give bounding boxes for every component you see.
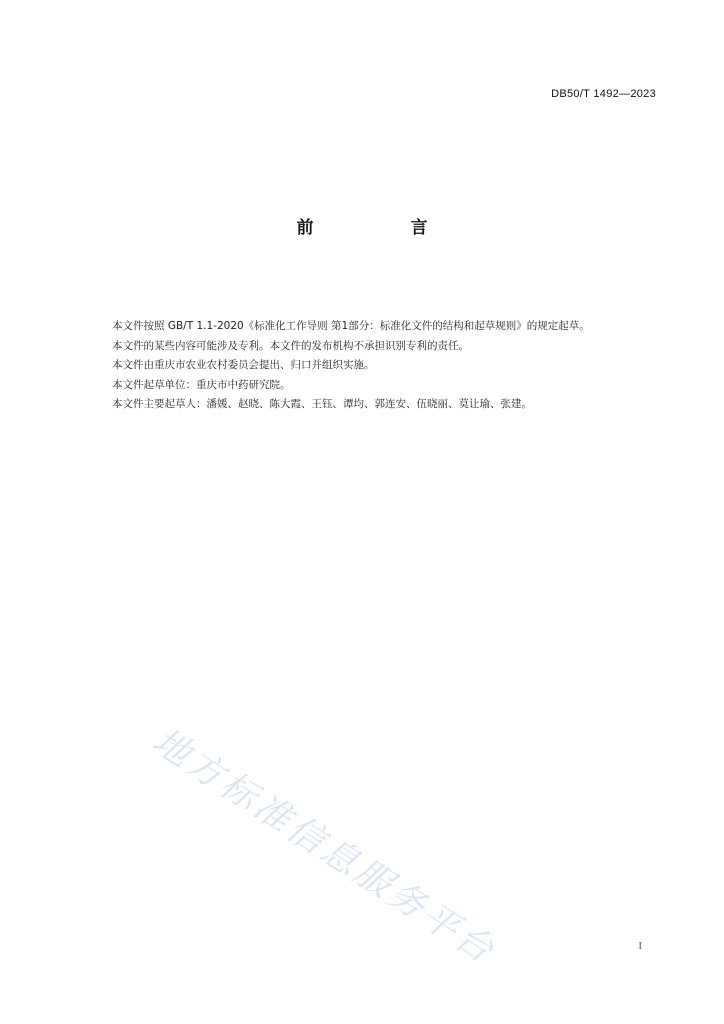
paragraph-patent-notice: 本文件的某些内容可能涉及专利。本文件的发布机构不承担识别专利的责任。 (112, 339, 469, 352)
foreword-body (88, 317, 660, 415)
document-code: DB50/T 1492—2023 (551, 88, 656, 100)
page-number: I (638, 940, 642, 952)
watermark: 地方标准信息服务平台 (145, 720, 504, 973)
paragraph-drafting-unit: 本文件起草单位：重庆市中药研究院。 (112, 378, 291, 391)
paragraph-drafting-rules: 本文件按照 GB/T 1.1-2020《标准化工作导则 第1部分：标准化文件的结构和起草规则》的规定起草。 (112, 320, 590, 332)
paragraph-drafters: 本文件主要起草人：潘媛、赵晓、陈大霞、王钰、谭均、郭连安、伍晓丽、莫让瑜、张建。 (112, 398, 532, 410)
paragraph-proposer: 本文件由重庆市农业农村委员会提出、归口并组织实施。 (112, 359, 375, 371)
page-title: 前 言 (296, 218, 468, 238)
